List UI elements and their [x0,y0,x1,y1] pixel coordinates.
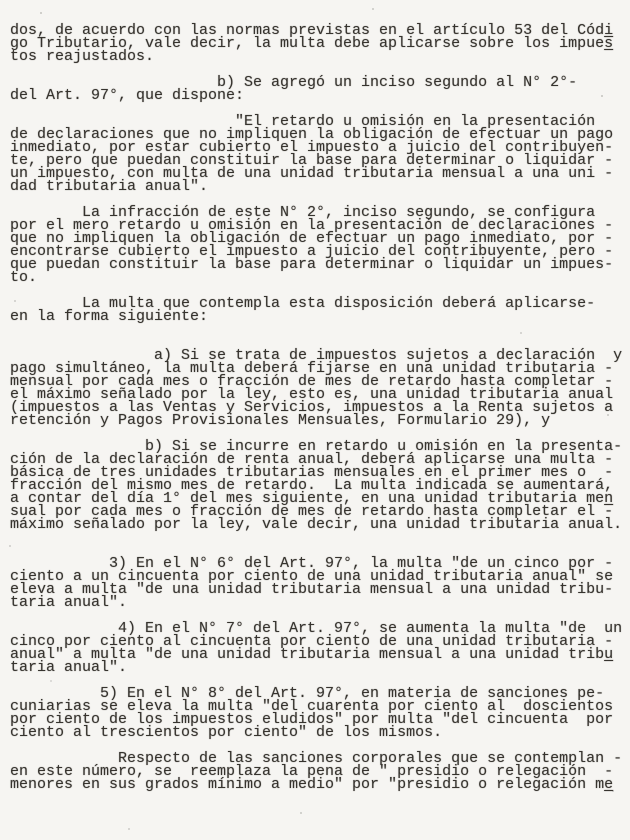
text-line: go Tributario, vale decir, la multa debe aplicarse sobre los impues [10,35,614,52]
text-line: La multa que contempla esta disposición deberá aplicarse- [10,295,596,312]
text-line: 4) En el N° 7° del Art. 97°, se aumenta la multa "de un [10,620,623,637]
text-line: anual" a multa "de una unidad tributaria mensual a una unidad tribu [10,646,614,663]
text-line: en este número, se reemplaza la pena de " presidio o relegación - [10,763,614,780]
text-line: en la forma siguiente: [10,308,209,325]
text-line: to. [10,269,38,286]
text-line: a contar del día 1° del mes siguiente, en una unidad tributaria men [10,490,614,507]
text-line: dos, de acuerdo con las normas previstas en el artículo 53 del Códi [10,22,614,39]
text-line: La infracción de este N° 2°, inciso segundo, se configura [10,204,596,221]
text-line: pago simultáneo, la multa deberá fijarse en una unidad tributaria - [10,360,614,377]
text-line: retención y Pagos Provisionales Mensuales, Formulario 29), y [10,412,551,429]
text-line: 5) En el N° 8° del Art. 97°, en materia de sanciones pe- [10,685,605,702]
text-line: por ciento de los impuestos eludidos" por multa "del cincuenta por [10,711,614,728]
text-line: sual por cada mes o fracción de mes de retardo hasta completar el - [10,503,614,520]
text-line: que no impliquen la obligación de efectuar un pago inmediato, por - [10,230,614,247]
text-line: máximo señalado por la ley, vale decir, una unidad tributaria anual. [10,516,623,533]
text-line: básica de tres unidades tributarias mensuales en el primer mes o - [10,464,614,481]
text-line: b) Si se incurre en retardo u omisión en la presenta- [10,438,623,455]
text-line: te, pero que puedan constituir la base para determinar o liquidar - [10,152,614,169]
word-continuation-underscore: i [604,22,614,39]
text-line: inmediato, por estar cubierto el impuesto a juicio del contribuyen- [10,139,614,156]
text-line: el máximo señalado por la ley, esto es, una unidad tributaria anual [10,386,614,403]
text-line: un impuesto, con multa de una unidad tributaria mensual a una uni - [10,165,614,182]
word-continuation-underscore: n [604,490,614,507]
text-line: (impuestos a las Ventas y Servicios, impuestos a la Renta sujetos a [10,399,614,416]
text-line: menores en sus grados mínimo a medio" por "presidio o relegación me [10,776,614,793]
document-lines [10,24,626,791]
text-line: eleva a multa "de una unidad tributaria mensual a una unidad tribu- [10,581,614,598]
text-line: tos reajustados. [10,48,155,65]
text-line: mensual por cada mes o fracción de mes de retardo hasta completar - [10,373,614,390]
text-line: por el mero retardo u omisión en la presentación de declaraciones - [10,217,614,234]
text-line: b) Se agregó un inciso segundo al N° 2°- [10,74,578,91]
text-line: 3) En el N° 6° del Art. 97°, la multa "de un cinco por - [10,555,614,572]
text-line: cinco por ciento al cincuenta por ciento de una unidad tributaria - [10,633,614,650]
text-line: que puedan constituir la base para determinar o liquidar un impues- [10,256,614,273]
text-line: taria anual". [10,594,128,611]
text-line: taria anual". [10,659,128,676]
text-line: Respecto de las sanciones corporales que se contemplan - [10,750,623,767]
text-line: dad tributaria anual". [10,178,209,195]
text-line: fracción del mismo mes de retardo. La multa indicada se aumentará, [10,477,614,494]
text-line: cuniarias se eleva la multa "del cuarenta por ciento al doscientos [10,698,614,715]
word-continuation-underscore: s [604,35,614,52]
word-continuation-underscore: u [604,646,614,663]
text-line: del Art. 97°, que dispone: [10,87,245,104]
text-line: de declaraciones que no impliquen la obligación de efectuar un pago [10,126,614,143]
text-line: encontrarse cubierto el impuesto a juicio del contribuyente, pero - [10,243,614,260]
text-line: ciento al trescientos por ciento" de los mismos. [10,724,443,741]
text-line: a) Si se trata de impuestos sujetos a declaración y [10,347,623,364]
text-line: ción de la declaración de renta anual, deberá aplicarse una multa - [10,451,614,468]
word-continuation-underscore: e [604,776,614,793]
text-line: "El retardo u omisión en la presentación [10,113,596,130]
text-line: ciento a un cincuenta por ciento de una unidad tributaria anual" se [10,568,614,585]
